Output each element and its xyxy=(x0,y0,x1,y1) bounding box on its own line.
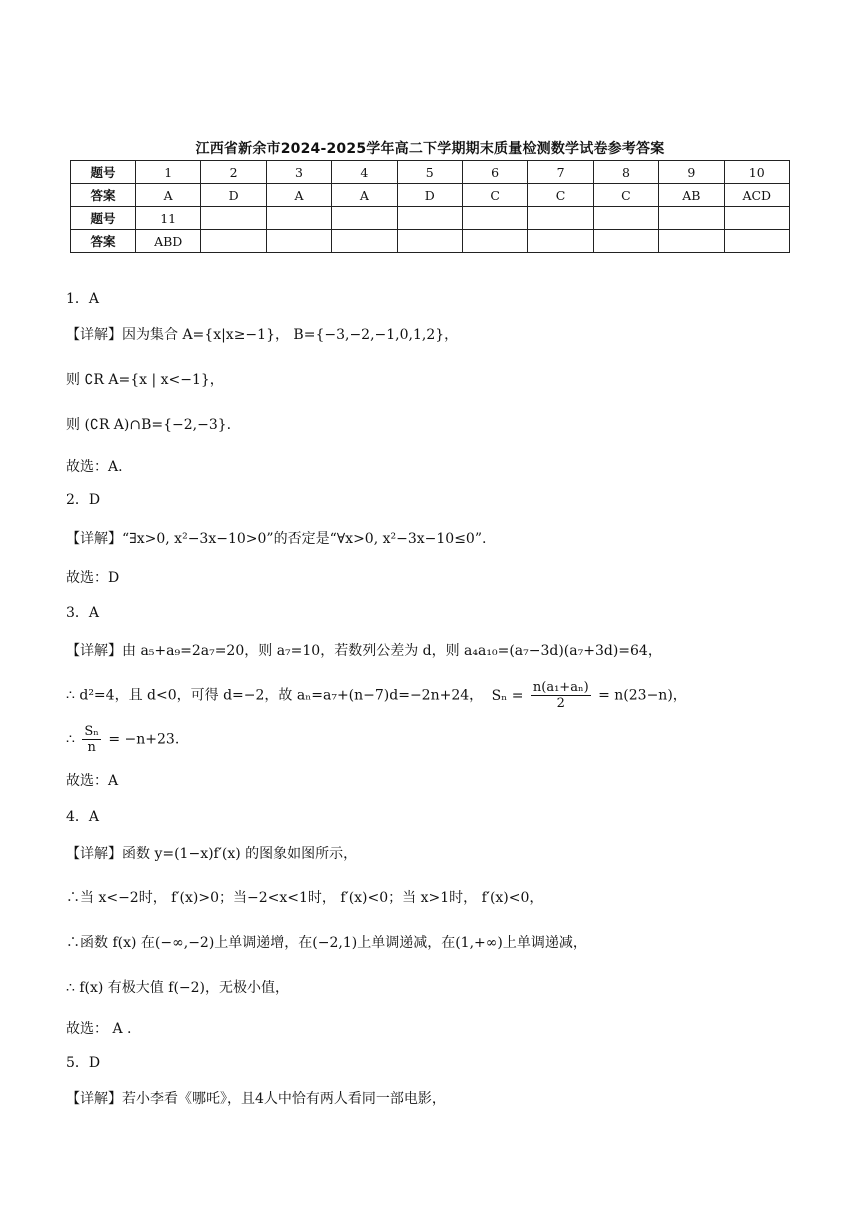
table-cell xyxy=(724,230,789,253)
q5-heading: 5．D xyxy=(66,1055,101,1071)
q4-monotonicity: ∴函数 f(x) 在(−∞,−2)上单调递增，在(−2,1)上单调递减，在(1,+∞)上单调递减， xyxy=(66,935,587,951)
q4-extremum: ∴ f(x) 有极大值 f(−2)，无极小值， xyxy=(66,980,290,996)
fraction-numerator: n(a₁+aₙ) xyxy=(532,680,589,695)
table-cell: ABD xyxy=(136,230,201,253)
q3-ratio-fraction xyxy=(82,724,101,755)
table-cell xyxy=(201,207,266,230)
table-cell xyxy=(201,230,266,253)
table-cell: 2 xyxy=(201,161,266,184)
table-cell: A xyxy=(266,184,331,207)
table-row xyxy=(71,207,790,230)
table-cell xyxy=(462,230,527,253)
q5-explanation: 【详解】若小李看《哪吒》，且4人中恰有两人看同一部电影， xyxy=(66,1091,446,1107)
q3-sum-result: = n(23−n)， xyxy=(598,687,687,704)
q4-sign-analysis: ∴当 x<−2时， f′(x)>0；当−2<x<1时， f′(x)<0；当 x>1时， f′(x)<0， xyxy=(66,890,544,906)
table-cell xyxy=(462,207,527,230)
table-cell: AB xyxy=(659,184,724,207)
q3-ratio-result: = −n+23. xyxy=(108,731,180,748)
table-cell xyxy=(332,230,397,253)
table-cell: C xyxy=(528,184,593,207)
table-cell xyxy=(266,207,331,230)
table-cell: 5 xyxy=(397,161,462,184)
table-cell: D xyxy=(397,184,462,207)
row-label: 题号 xyxy=(71,207,136,230)
fraction-numerator: Sₙ xyxy=(84,724,99,739)
table-cell: C xyxy=(462,184,527,207)
table-row xyxy=(71,230,790,253)
table-cell: 7 xyxy=(528,161,593,184)
table-cell xyxy=(528,230,593,253)
q4-choice: 故选： A . xyxy=(66,1021,132,1037)
page-title: 江西省新余市2024-2025学年高二下学期期末质量检测数学试卷参考答案 xyxy=(195,141,665,157)
table-cell: D xyxy=(201,184,266,207)
table-cell xyxy=(724,207,789,230)
q3-sum-fraction xyxy=(531,680,591,711)
q3-derivation xyxy=(66,680,687,711)
table-cell: 9 xyxy=(659,161,724,184)
q3-heading: 3．A xyxy=(66,605,100,621)
table-cell xyxy=(332,207,397,230)
table-cell xyxy=(397,230,462,253)
table-cell xyxy=(397,207,462,230)
table-cell: 1 xyxy=(136,161,201,184)
table-cell xyxy=(659,230,724,253)
table-row xyxy=(71,184,790,207)
q1-complement: 则 ∁R A={x | x<−1}， xyxy=(66,372,224,388)
table-cell: A xyxy=(136,184,201,207)
q2-choice: 故选：D xyxy=(66,570,120,586)
q3-common-difference: ∴ d²=4，且 d<0，可得 d=−2，故 aₙ=a₇+(n−7)d=−2n+24， xyxy=(66,687,484,704)
q1-intersection: 则 (∁R A)∩B={−2,−3}. xyxy=(66,417,232,433)
q3-sum-label: Sₙ = xyxy=(491,687,524,704)
row-label: 题号 xyxy=(71,161,136,184)
table-cell: 10 xyxy=(724,161,789,184)
q3-choice: 故选：A xyxy=(66,773,119,789)
q3-ratio xyxy=(66,724,179,755)
q3-explanation: 【详解】由 a₅+a₉=2a₇=20，则 a₇=10，若数列公差为 d，则 a₄a₁₀=(a₇−3d)(a₇+3d)=64， xyxy=(66,643,662,659)
table-cell: 8 xyxy=(593,161,658,184)
table-cell: ACD xyxy=(724,184,789,207)
table-cell xyxy=(659,207,724,230)
q1-choice: 故选：A. xyxy=(66,459,123,475)
row-label: 答案 xyxy=(71,230,136,253)
table-row xyxy=(71,161,790,184)
q1-heading: 1．A xyxy=(66,291,100,307)
fraction-denominator: 2 xyxy=(556,696,565,711)
table-cell xyxy=(593,230,658,253)
table-cell: 6 xyxy=(462,161,527,184)
table-cell: 3 xyxy=(266,161,331,184)
row-label: 答案 xyxy=(71,184,136,207)
table-cell: A xyxy=(332,184,397,207)
q2-heading: 2．D xyxy=(66,492,101,508)
fraction-denominator: n xyxy=(87,740,96,755)
therefore-symbol: ∴ xyxy=(66,731,75,748)
table-cell: 4 xyxy=(332,161,397,184)
table-cell: C xyxy=(593,184,658,207)
table-cell: 11 xyxy=(136,207,201,230)
q1-explanation: 【详解】因为集合 A={x|x≥−1}， B={−3,−2,−1,0,1,2}， xyxy=(66,327,459,343)
q4-explanation: 【详解】函数 y=(1−x)f′(x) 的图象如图所示， xyxy=(66,846,358,862)
q2-explanation: 【详解】“∃x>0, x²−3x−10>0”的否定是“∀x>0, x²−3x−10≤0”. xyxy=(66,531,487,547)
table-cell xyxy=(266,230,331,253)
table-cell xyxy=(528,207,593,230)
answer-table xyxy=(70,160,790,253)
table-cell xyxy=(593,207,658,230)
q4-heading: 4．A xyxy=(66,809,100,825)
